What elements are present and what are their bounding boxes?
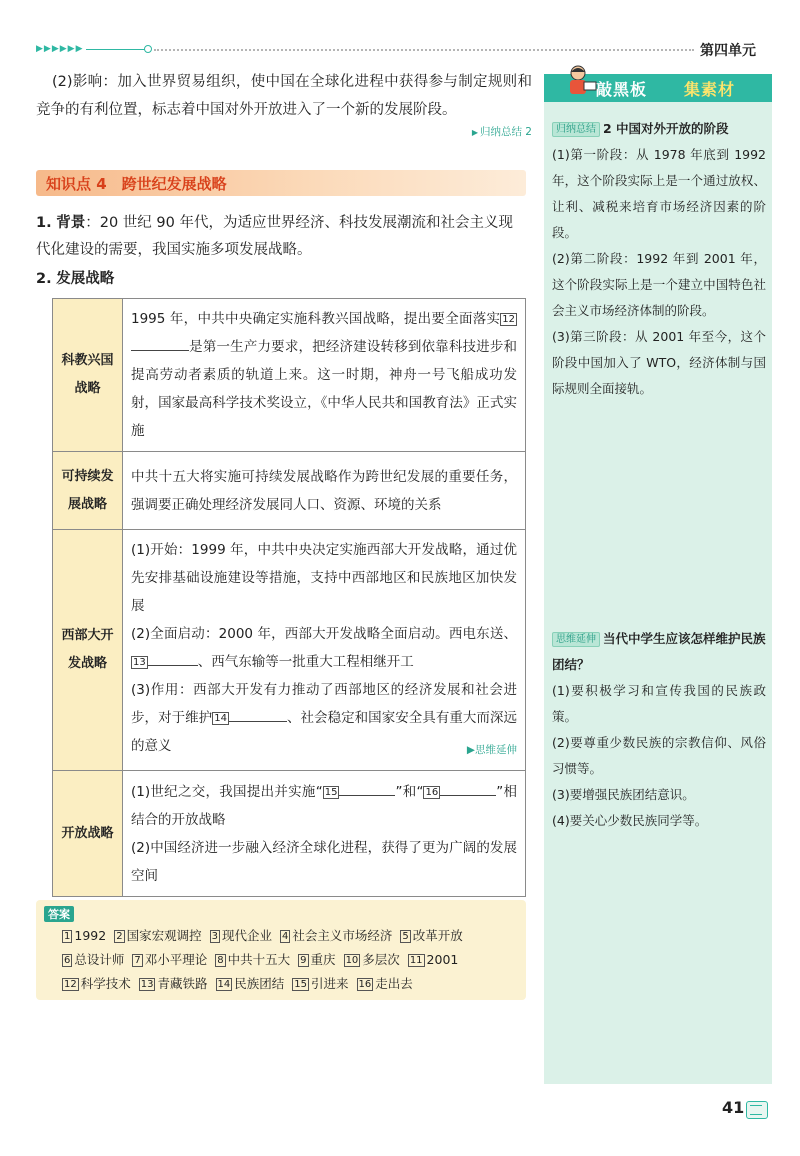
table-row: [53, 530, 526, 771]
background-item: [36, 210, 526, 264]
blank-number: 13: [133, 657, 146, 668]
answer-number: 16: [358, 979, 372, 990]
blank-number: 12: [502, 314, 515, 325]
blank-number: 14: [214, 713, 227, 724]
row-text: 是第一生产力要求，把经济建设转移到依靠科技进步和提高劳动者素质的轨道上来。这一时期，神舟一号飞船成功发射，国家最高科学技术奖设立，《中华人民共和国教育法》正式实施: [131, 339, 517, 439]
answer-item: [132, 950, 207, 968]
sidebar: [544, 74, 772, 1084]
blank-number: 15: [324, 786, 338, 798]
answer-item: [408, 952, 459, 967]
row-label: 西部大开发战略: [53, 530, 123, 771]
row-text-part: ”相结合的开放战略: [131, 783, 517, 828]
answer-text: 邓小平理论: [144, 952, 208, 967]
fill-blank[interactable]: [148, 648, 198, 666]
answer-item: [280, 926, 392, 944]
strategies-heading: [36, 266, 526, 293]
intro-section: [36, 68, 532, 139]
section-title: [552, 116, 766, 142]
unit-title: 第四单元: [700, 43, 756, 59]
table-row: [53, 452, 526, 530]
answer-text: 青藏铁路: [157, 976, 208, 991]
fill-blank[interactable]: [229, 704, 287, 722]
row-text: (2)中国经济进一步融入经济全球化进程，获得了更为广阔的发展空间: [131, 839, 517, 884]
item-label: 背景: [56, 215, 86, 231]
answer-text: 多层次: [362, 952, 400, 967]
row-text-part: 、西气东输等一批重大工程相继开工: [197, 654, 414, 670]
item-number: 2.: [36, 271, 52, 287]
summary-tag: 归纳总结: [552, 122, 600, 137]
answer-item: [62, 928, 106, 943]
answer-text: 科学技术: [80, 976, 131, 991]
answer-text: 改革开放: [412, 928, 463, 943]
extension-paragraph: (2)要尊重少数民族的宗教信仰、风俗习惯等。: [552, 735, 766, 776]
answer-row: [62, 950, 466, 968]
row-content: [123, 299, 526, 452]
knowledge-point-title: 知识点 4 跨世纪发展战略: [46, 175, 227, 193]
answer-badge: 答案: [44, 906, 74, 922]
extension-paragraph: (4)要关心少数民族同学等。: [552, 813, 708, 828]
extension-tag: 思维延伸: [552, 632, 600, 647]
row-text-part: (2)全面启动：2000 年，西部大开发战略全面启动。西电东送、: [131, 626, 517, 642]
answer-item: [139, 974, 208, 992]
row-content: [123, 771, 526, 897]
summary-section: [552, 116, 766, 402]
answer-row: [62, 926, 471, 944]
page-number: 41: [722, 1098, 745, 1117]
blank-number: 16: [425, 786, 439, 798]
sidebar-header: [544, 74, 772, 102]
item-label: 发展战略: [56, 271, 115, 287]
answer-text: 2001: [426, 952, 459, 967]
extension-paragraph: (3)要增强民族团结意识。: [552, 787, 695, 802]
student-mascot-icon: [564, 64, 598, 100]
section-title-text: 2 中国对外开放的阶段: [603, 121, 729, 136]
fill-blank[interactable]: [339, 778, 395, 796]
answer-item: [298, 950, 335, 968]
answer-item: [210, 926, 272, 944]
answer-number: 6: [64, 955, 71, 966]
sidebar-subtitle: 集素材: [684, 80, 736, 99]
answer-text: 引进来: [310, 976, 349, 991]
answer-text: 现代企业: [221, 928, 272, 943]
answer-text: 总设计师: [74, 952, 125, 967]
answer-item: [62, 950, 124, 968]
answer-number: 15: [294, 979, 307, 990]
row-content: [123, 530, 526, 771]
answer-text: 走出去: [375, 976, 413, 991]
answer-number: 7: [134, 955, 141, 966]
extend-tag[interactable]: [467, 736, 517, 764]
triangle-icon: ▶: [471, 128, 478, 137]
triangle-icon: ▶: [466, 744, 475, 756]
row-text-part: 、社会稳定和国家安全具有重大而深远的意义: [131, 710, 518, 754]
answer-number: 12: [64, 979, 77, 990]
book-icon: [746, 1101, 768, 1119]
row-label: 科教兴国战略: [53, 299, 123, 452]
row-text: [131, 778, 517, 834]
answer-item: [62, 974, 131, 992]
answer-number: 11: [409, 955, 423, 966]
sidebar-title: 敲黑板: [596, 80, 648, 99]
answer-text: 1992: [74, 928, 107, 943]
answer-text: 中共十五大: [227, 952, 291, 967]
row-text: [131, 620, 517, 676]
row-text: [131, 676, 517, 760]
fill-blank[interactable]: [131, 333, 189, 351]
answer-number: 14: [217, 979, 231, 990]
fill-blank[interactable]: [440, 778, 496, 796]
row-text-part: ”和“: [395, 783, 424, 800]
header-dot: [144, 45, 152, 53]
row-text: 1995 年，中共中央确定实施科教兴国战略，提出要全面落实: [131, 311, 501, 327]
section-title-text: 当代中学生应该怎样维护民族团结？: [552, 631, 766, 672]
effect-paragraph: (2)影响：加入世界贸易组织，使中国在全球化进程中获得参与制定规则和竞争的有利位置，标志着中国对外开放进入了一个新的发展阶段。: [36, 74, 532, 118]
row-text-part: (3)作用：西部大开发有力推动了西部地区的经济发展和社会进步，对于维护: [131, 682, 517, 726]
answer-row: [62, 974, 421, 992]
row-content: 中共十五大将实施可持续发展战略作为跨世纪发展的重要任务，强调要正确处理经济发展同人口、资源、环境的关系: [123, 452, 526, 530]
answer-item: [292, 974, 348, 992]
row-text: (1)开始：1999 年，中共中央决定实施西部大开发战略，通过优先安排基础设施建设等措施，支持中西部地区和民族地区加快发展: [131, 542, 517, 614]
answer-number: 5: [402, 931, 409, 942]
header-arrows: ▶▶▶▶▶▶: [36, 44, 84, 54]
answer-number: 8: [217, 955, 224, 966]
table-row: [53, 299, 526, 452]
answer-number: 10: [345, 955, 359, 966]
extension-section: [552, 626, 766, 834]
answer-item: [357, 974, 413, 992]
answer-item: [344, 950, 400, 968]
answer-number: 13: [140, 979, 154, 990]
answer-number: 3: [211, 931, 218, 942]
answer-number: 2: [116, 931, 123, 942]
answer-item: [114, 926, 201, 944]
answer-number: 1: [64, 931, 71, 942]
answer-text: 国家宏观调控: [126, 928, 202, 943]
answer-item: [215, 950, 290, 968]
ref-tag-label: 归纳总结 2: [479, 126, 532, 138]
background-text: ：20 世纪 90 年代，为适应世界经济、科技发展潮流和社会主义现代化建设的需要，我国实施多项发展战略。: [36, 215, 513, 258]
header-line: [86, 49, 146, 50]
header-dotted-rule: [154, 49, 694, 51]
answer-text: 民族团结: [234, 976, 285, 991]
item-number: 1.: [36, 215, 52, 231]
summary-paragraph: (1)第一阶段：从 1978 年底到 1992 年，这个阶段实际上是一个通过放权、让利、减税来培育市场经济因素的阶段。: [552, 147, 766, 240]
answer-number: 9: [300, 955, 307, 966]
extend-tag-label: 思维延伸: [475, 744, 517, 756]
row-label: 开放战略: [53, 771, 123, 897]
extension-paragraph: (1)要积极学习和宣传我国的民族政策。: [552, 683, 766, 724]
answer-item: [216, 974, 285, 992]
row-text-part: (1)世纪之交，我国提出并实施“: [131, 783, 323, 800]
answer-text: 社会主义市场经济: [292, 928, 393, 943]
row-label: 可持续发展战略: [53, 452, 123, 530]
strategy-table: [52, 298, 526, 897]
answer-text: 重庆: [310, 952, 336, 967]
answer-box: [36, 900, 526, 1000]
section-title: [552, 626, 766, 678]
summary-paragraph: (3)第三阶段：从 2001 年至今，这个阶段中国加入了 WTO，经济体制与国际规则全面接轨。: [552, 329, 766, 396]
table-row: [53, 771, 526, 897]
ref-tag[interactable]: [36, 124, 532, 139]
summary-paragraph: (2)第二阶段：1992 年到 2001 年，这个阶段实际上是一个建立中国特色社会主义市场经济体制的阶段。: [552, 251, 766, 318]
answer-number: 4: [281, 931, 289, 942]
knowledge-point-bar: [36, 170, 526, 196]
answer-item: [400, 926, 462, 944]
